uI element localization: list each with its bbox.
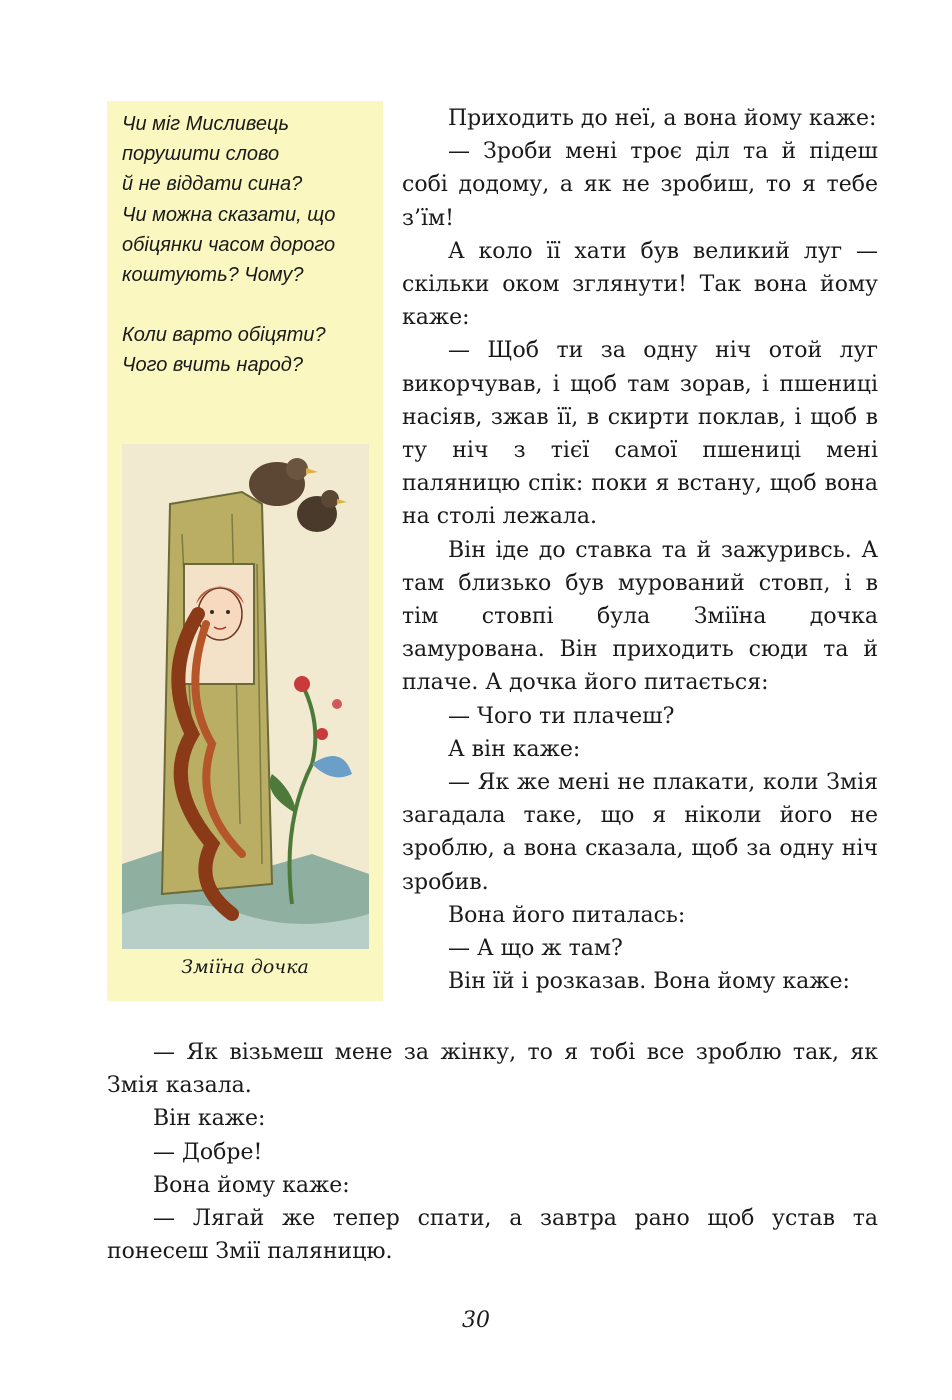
story-paragraph: Вона його питалась: — [448, 902, 686, 928]
story-paragraph: — Чого ти плачеш? — [448, 703, 675, 729]
story-paragraph: — Як же мені не плакати, коли Змія загадала таке, що я ніколи його не зроблю, а вона сказала, щоб за одну ніч зробив. — [402, 770, 878, 895]
question-line: Коли варто обіцяти? — [122, 324, 326, 347]
story-paragraph: Він каже: — [153, 1106, 266, 1132]
illustration-caption: Зміїна дочка — [181, 956, 309, 978]
question-line: обіцянки часом дорого — [122, 233, 336, 256]
question-line: Чи можна сказати, що — [122, 203, 336, 226]
discussion-questions — [122, 109, 380, 381]
question-line: Чи міг Мисливець — [122, 113, 289, 135]
question-line: коштують? Чому? — [122, 264, 304, 287]
story-paragraph: Вона йому каже: — [153, 1172, 350, 1198]
story-paragraph: А він каже: — [448, 736, 581, 762]
story-paragraph: — Добре! — [153, 1139, 263, 1165]
story-paragraph: — Зроби мені троє діл та й підеш собі додому, а як не зробиш, то я тебе з’їм! — [402, 139, 878, 231]
story-paragraph: А коло її хати був великий луг — скільки оком зглянути! Так вона йому каже: — [402, 238, 878, 331]
question-line: Чого вчить народ? — [122, 354, 303, 377]
illustration-drawing — [122, 444, 369, 949]
question-line: порушити слово — [122, 143, 280, 166]
story-paragraph: — А що ж там? — [448, 936, 623, 962]
story-text-column — [402, 102, 878, 998]
question-line: й не віддати сина? — [122, 173, 303, 196]
story-text-full-width — [107, 1036, 878, 1268]
page-number: 30 — [462, 1308, 490, 1333]
story-paragraph: — Як візьмеш мене за жінку, то я тобі все зроблю так, як Змія казала. — [107, 1040, 878, 1099]
snake-daughter-illustration — [122, 444, 369, 949]
story-paragraph: Приходить до неї, а вона йому каже: — [448, 106, 877, 131]
story-paragraph: — Щоб ти за одну ніч отой луг викорчував, і щоб там зорав, і пшениці насіяв, зжав її, в скирти поклав, і щоб в ту ніч з тієї самої пшениці мені паляницю спік: поки я встану, щоб вона на столі лежала. — [402, 338, 878, 530]
story-paragraph: — Лягай же тепер спати, а завтра рано щоб устав та понесеш Змії паляницю. — [107, 1206, 878, 1265]
story-paragraph: Він іде до ставка та й зажуривсь. А там близько був мурований стовп, і в тім стовпі була Зміїна дочка замурована. Він приходить сюди та й плаче. А дочка його питається: — [402, 537, 878, 696]
question-sidebar — [107, 101, 383, 1001]
question-gap — [122, 290, 380, 320]
story-paragraph: Він їй і розказав. Вона йому каже: — [448, 969, 850, 995]
